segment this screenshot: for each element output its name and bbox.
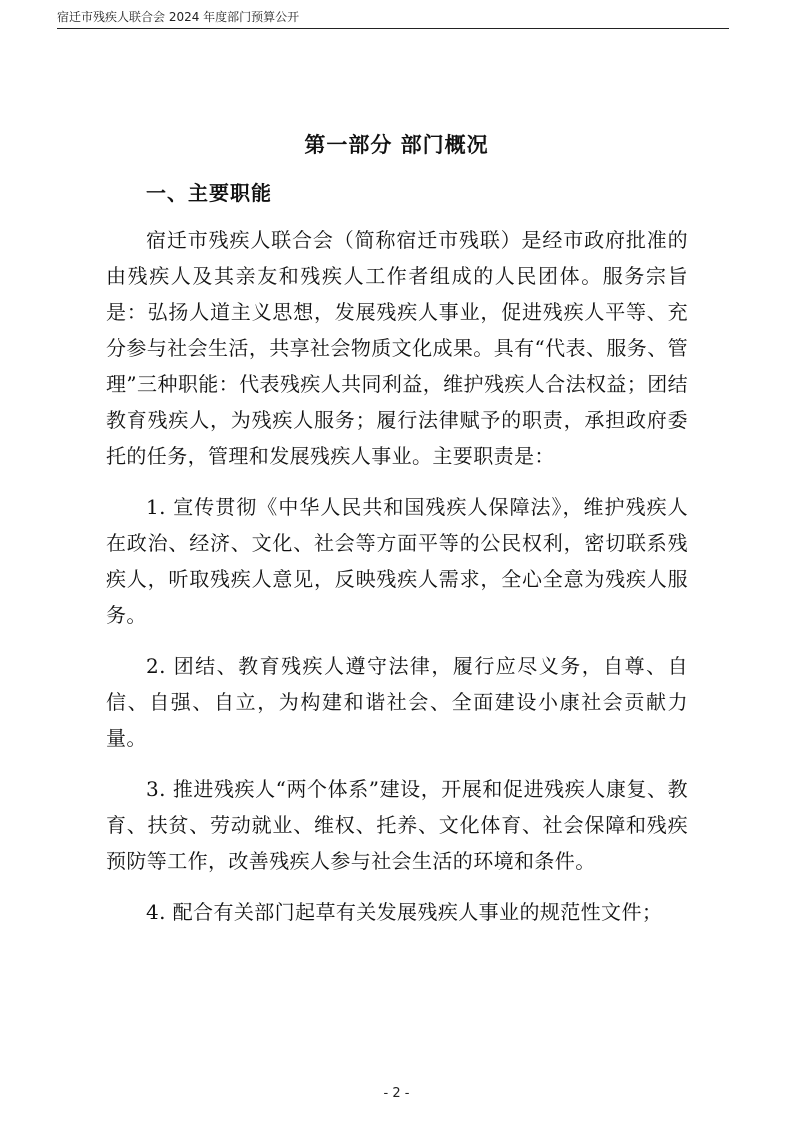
duty-item-1: 1. 宣传贯彻《中华人民共和国残疾人保障法》，维护残疾人在政治、经济、文化、社会等方面平等的公民权利，密切联系残疾人，听取残疾人意见，反映残疾人需求，全心全意为残疾人服务。: [106, 495, 688, 627]
duty-item-3: 3. 推进残疾人“两个体系”建设，开展和促进残疾人康复、教育、扶贫、劳动就业、维权、托养、文化体育、社会保障和残疾预防等工作，改善残疾人参与社会生活的环境和条件。: [106, 777, 688, 873]
page-number: - 2 -: [383, 1086, 410, 1101]
section-title: 第一部分 部门概况: [304, 133, 489, 157]
intro-paragraph: 宿迁市残疾人联合会（简称宿迁市残联）是经市政府批准的由残疾人及其亲友和残疾人工作者组成的人民团体。服务宗旨是：弘扬人道主义思想，发展残疾人事业，促进残疾人平等、充分参与社会生活，共享社会物质文化成果。具有“代表、服务、管理”三种职能：代表残疾人共同利益，维护残疾人合法权益；团结教育残疾人，为残疾人服务；履行法律赋予的职责，承担政府委托的任务，管理和发展残疾人事业。主要职责是：: [106, 228, 688, 468]
running-header: [57, 8, 729, 29]
duty-item-2: 2. 团结、教育残疾人遵守法律，履行应尽义务，自尊、自信、自强、自立，为构建和谐社会、全面建设小康社会贡献力量。: [106, 654, 688, 750]
duty-item-4: 4. 配合有关部门起草有关发展残疾人事业的规范性文件；: [146, 900, 663, 924]
subsection-title: 一、主要职能: [146, 181, 272, 205]
running-header-title: 宿迁市残疾人联合会 2024 年度部门预算公开: [57, 10, 300, 24]
body-text: [106, 222, 688, 945]
